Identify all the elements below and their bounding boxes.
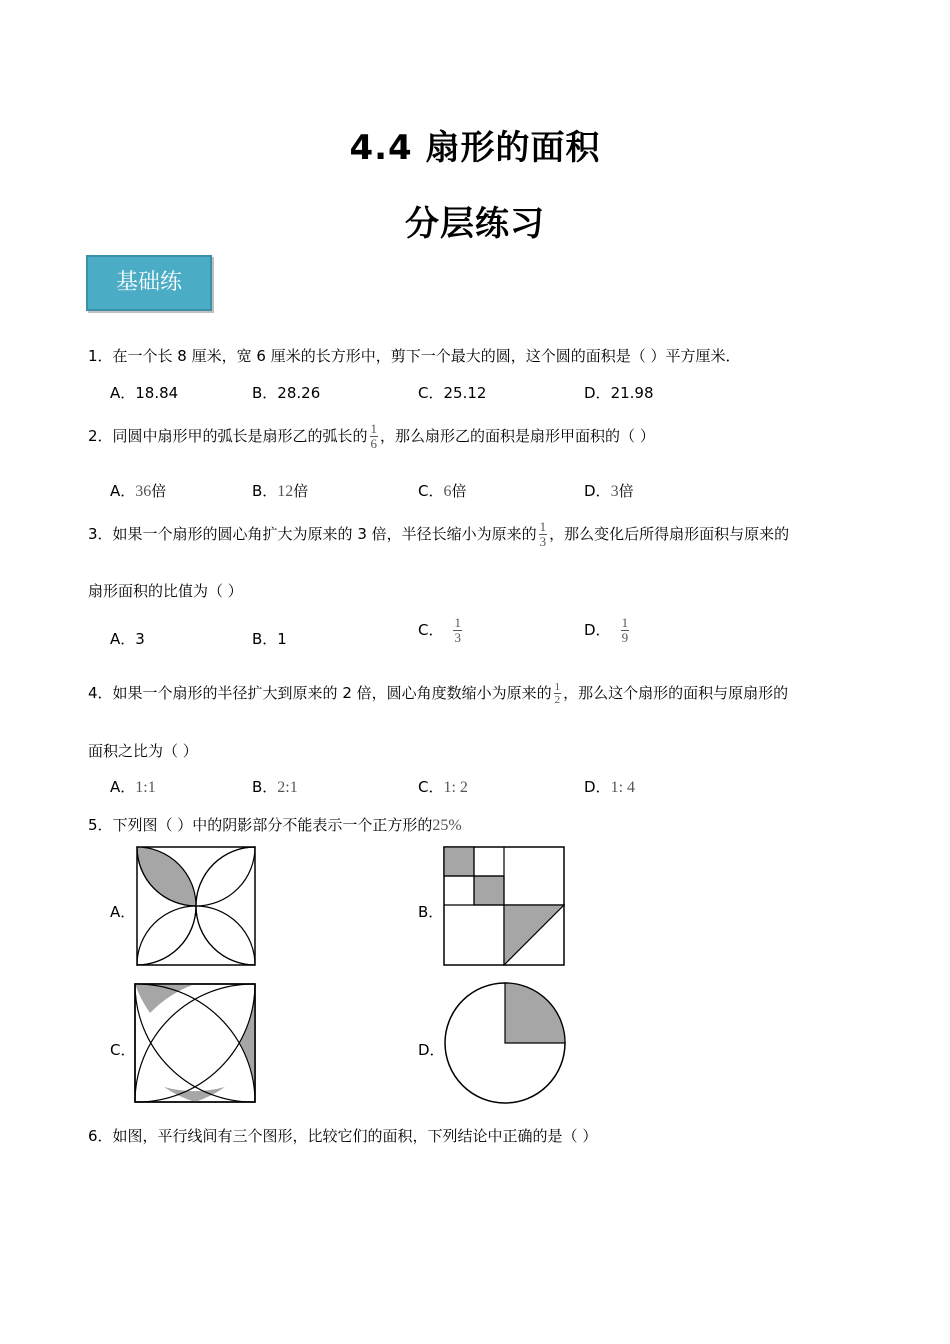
- q2-option-c: C．6倍: [418, 482, 467, 500]
- question-3-text: 3．如果一个扇形的圆心角扩大为原来的 3 倍，半径长缩小为原来的 $\frac{1}{3}$ ，那么变化后所得扇形面积与原来的: [88, 519, 790, 549]
- q5-figure-b-label: B．: [418, 903, 444, 921]
- q5-figure-d: [443, 982, 567, 1104]
- page-title: 4.4 扇形的面积: [349, 128, 601, 168]
- q3-option-a: A．3: [110, 630, 145, 648]
- q5-figure-b: [443, 846, 565, 966]
- q4-option-d: D．1: 4: [584, 778, 636, 796]
- page-subtitle: 分层练习: [405, 204, 545, 244]
- q2-option-d: D．3倍: [584, 482, 634, 500]
- fraction-one-sixth: $\frac{1}{6}$: [370, 421, 378, 451]
- q5-figure-a: [136, 846, 256, 966]
- fraction-one-half: $\frac{1}{2}$: [554, 681, 561, 706]
- fraction-one-third: $\frac{1}{3}$: [539, 519, 547, 549]
- q3-option-b: B．1: [252, 630, 287, 648]
- question-6-text: 6．如图，平行线间有三个图形，比较它们的面积，下列结论中正确的是（ ）: [88, 1127, 598, 1145]
- section-badge: 基础练: [86, 255, 212, 311]
- q1-option-d: D．21.98: [584, 384, 654, 402]
- question-3-text-line2: 扇形面积的比值为（ ）: [88, 582, 243, 600]
- question-2-text: 2．同圆中扇形甲的弧长是扇形乙的弧长的 $\frac{1}{6}$ ，那么扇形乙的面积是扇形甲面积的（ ）: [88, 421, 655, 451]
- q1-option-a: A．18.84: [110, 384, 179, 402]
- q5-figure-c: [134, 983, 256, 1103]
- q4-option-b: B．2:1: [252, 778, 298, 796]
- question-1-text: 1．在一个长 8 厘米，宽 6 厘米的长方形中，剪下一个最大的圆，这个圆的面积是（ ）平方厘米．: [88, 347, 741, 365]
- q5-figure-a-label: A．: [110, 903, 136, 921]
- q1-option-b: B．28.26: [252, 384, 321, 402]
- q2-option-a: A．36倍: [110, 482, 167, 500]
- q2-option-b: B．12倍: [252, 482, 309, 500]
- q1-option-c: C．25.12: [418, 384, 487, 402]
- q4-option-a: A．1:1: [110, 778, 156, 796]
- question-4-text: 4．如果一个扇形的半径扩大到原来的 2 倍，圆心角度数缩小为原来的 $\frac{1}{2}$ ，那么这个扇形的面积与原扇形的: [88, 681, 789, 706]
- q4-option-c: C．1: 2: [418, 778, 468, 796]
- q3-option-c: C． $\frac{1}{3}$: [418, 615, 461, 645]
- q5-figure-d-label: D．: [418, 1041, 445, 1059]
- question-4-text-line2: 面积之比为（ ）: [88, 742, 198, 760]
- question-5-text: 5．下列图（ ）中的阴影部分不能表示一个正方形的25%: [88, 816, 462, 834]
- q3-option-d: D． $\frac{1}{9}$: [584, 615, 629, 645]
- q5-figure-c-label: C．: [110, 1041, 136, 1059]
